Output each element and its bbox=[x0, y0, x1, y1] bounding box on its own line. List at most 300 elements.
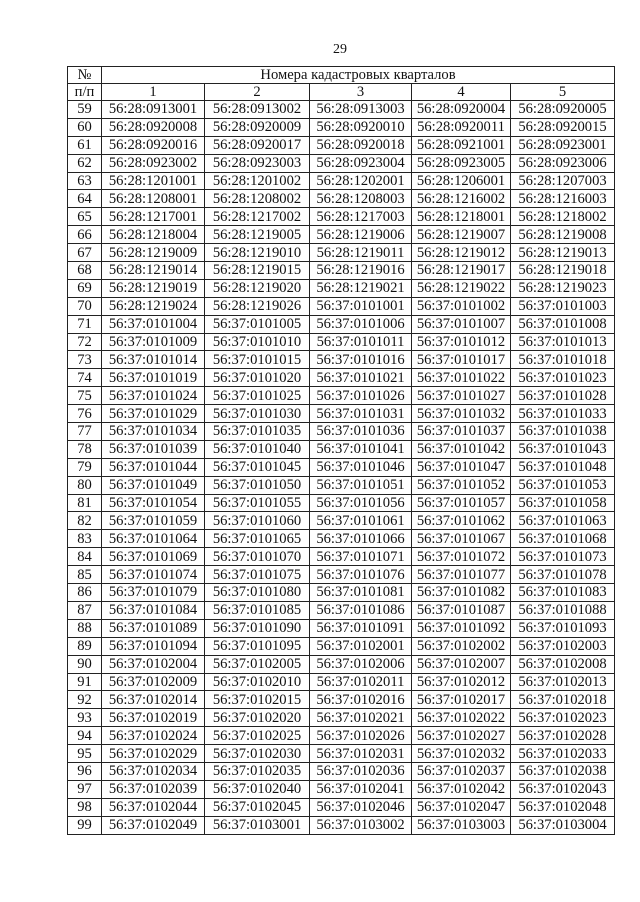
table-row bbox=[68, 816, 615, 834]
cadastral-quarters-table bbox=[67, 66, 615, 835]
cadastral-number-cell: 56:37:0101007 bbox=[412, 315, 511, 333]
cadastral-number-cell: 56:28:1219019 bbox=[102, 279, 205, 297]
cadastral-number-cell: 56:37:0101018 bbox=[511, 351, 615, 369]
table-row bbox=[68, 548, 615, 566]
cadastral-number-cell: 56:37:0102045 bbox=[205, 798, 310, 816]
cadastral-number-cell: 56:28:1219021 bbox=[310, 279, 412, 297]
cadastral-number-cell: 56:37:0101091 bbox=[310, 619, 412, 637]
cadastral-number-cell: 56:37:0102046 bbox=[310, 798, 412, 816]
cadastral-number-cell: 56:37:0101040 bbox=[205, 440, 310, 458]
table-row bbox=[68, 136, 615, 154]
cadastral-number-cell: 56:28:0923002 bbox=[102, 154, 205, 172]
table-row bbox=[68, 476, 615, 494]
cadastral-number-cell: 56:37:0101014 bbox=[102, 351, 205, 369]
cadastral-number-cell: 56:28:1219020 bbox=[205, 279, 310, 297]
table-row bbox=[68, 208, 615, 226]
table-row bbox=[68, 405, 615, 423]
cadastral-number-cell: 56:37:0101057 bbox=[412, 494, 511, 512]
cadastral-number-cell: 56:28:0913001 bbox=[102, 101, 205, 119]
table-row bbox=[68, 566, 615, 584]
cadastral-number-cell: 56:37:0101092 bbox=[412, 619, 511, 637]
cadastral-number-cell: 56:28:0923004 bbox=[310, 154, 412, 172]
cadastral-number-cell: 56:28:0923001 bbox=[511, 136, 615, 154]
cadastral-number-cell: 56:37:0102038 bbox=[511, 762, 615, 780]
cadastral-number-cell: 56:28:1219007 bbox=[412, 226, 511, 244]
cadastral-number-cell: 56:37:0101085 bbox=[205, 601, 310, 619]
cadastral-number-cell: 56:28:0920008 bbox=[102, 118, 205, 136]
column-header-5: 5 bbox=[511, 84, 615, 101]
cadastral-number-cell: 56:37:0102032 bbox=[412, 745, 511, 763]
cadastral-number-cell: 56:28:1217003 bbox=[310, 208, 412, 226]
cadastral-number-cell: 56:37:0101013 bbox=[511, 333, 615, 351]
cadastral-number-cell: 56:28:1218001 bbox=[412, 208, 511, 226]
cadastral-number-cell: 56:37:0101045 bbox=[205, 458, 310, 476]
row-number-cell: 99 bbox=[68, 816, 102, 834]
cadastral-number-cell: 56:28:1202001 bbox=[310, 172, 412, 190]
cadastral-number-cell: 56:37:0101015 bbox=[205, 351, 310, 369]
cadastral-number-cell: 56:37:0101051 bbox=[310, 476, 412, 494]
cadastral-number-cell: 56:37:0102007 bbox=[412, 655, 511, 673]
row-number-cell: 89 bbox=[68, 637, 102, 655]
cadastral-number-cell: 56:37:0102040 bbox=[205, 780, 310, 798]
cadastral-number-cell: 56:37:0101003 bbox=[511, 297, 615, 315]
cadastral-number-cell: 56:37:0102002 bbox=[412, 637, 511, 655]
table-row bbox=[68, 619, 615, 637]
cadastral-number-cell: 56:37:0102022 bbox=[412, 709, 511, 727]
row-number-cell: 73 bbox=[68, 351, 102, 369]
header-group-title: Номера кадастровых кварталов bbox=[102, 67, 615, 84]
cadastral-number-cell: 56:28:1219006 bbox=[310, 226, 412, 244]
cadastral-number-cell: 56:37:0102013 bbox=[511, 673, 615, 691]
cadastral-number-cell: 56:37:0102031 bbox=[310, 745, 412, 763]
row-number-cell: 84 bbox=[68, 548, 102, 566]
cadastral-number-cell: 56:28:1219005 bbox=[205, 226, 310, 244]
cadastral-number-cell: 56:28:1218004 bbox=[102, 226, 205, 244]
table-row bbox=[68, 745, 615, 763]
cadastral-number-cell: 56:37:0101026 bbox=[310, 387, 412, 405]
cadastral-number-cell: 56:28:1219023 bbox=[511, 279, 615, 297]
cadastral-number-cell: 56:37:0101065 bbox=[205, 530, 310, 548]
cadastral-number-cell: 56:37:0101076 bbox=[310, 566, 412, 584]
row-number-cell: 76 bbox=[68, 405, 102, 423]
table-row bbox=[68, 798, 615, 816]
cadastral-number-cell: 56:37:0102019 bbox=[102, 709, 205, 727]
cadastral-number-cell: 56:37:0101072 bbox=[412, 548, 511, 566]
cadastral-number-cell: 56:37:0101043 bbox=[511, 440, 615, 458]
cadastral-number-cell: 56:28:1219026 bbox=[205, 297, 310, 315]
row-number-cell: 74 bbox=[68, 369, 102, 387]
table-row bbox=[68, 101, 615, 119]
cadastral-number-cell: 56:37:0101004 bbox=[102, 315, 205, 333]
cadastral-number-cell: 56:37:0101080 bbox=[205, 584, 310, 602]
cadastral-number-cell: 56:28:0920004 bbox=[412, 101, 511, 119]
cadastral-number-cell: 56:28:0920016 bbox=[102, 136, 205, 154]
cadastral-number-cell: 56:37:0101010 bbox=[205, 333, 310, 351]
cadastral-number-cell: 56:37:0101050 bbox=[205, 476, 310, 494]
cadastral-number-cell: 56:37:0101086 bbox=[310, 601, 412, 619]
cadastral-number-cell: 56:28:1219012 bbox=[412, 244, 511, 262]
table-row bbox=[68, 762, 615, 780]
cadastral-number-cell: 56:37:0101023 bbox=[511, 369, 615, 387]
cadastral-number-cell: 56:37:0102026 bbox=[310, 727, 412, 745]
column-header-4: 4 bbox=[412, 84, 511, 101]
row-number-cell: 95 bbox=[68, 745, 102, 763]
cadastral-number-cell: 56:37:0101058 bbox=[511, 494, 615, 512]
table-row bbox=[68, 530, 615, 548]
cadastral-number-cell: 56:37:0102034 bbox=[102, 762, 205, 780]
cadastral-number-cell: 56:37:0101074 bbox=[102, 566, 205, 584]
cadastral-number-cell: 56:37:0101022 bbox=[412, 369, 511, 387]
cadastral-number-cell: 56:37:0101019 bbox=[102, 369, 205, 387]
cadastral-number-cell: 56:37:0102044 bbox=[102, 798, 205, 816]
cadastral-number-cell: 56:28:1219024 bbox=[102, 297, 205, 315]
column-header-3: 3 bbox=[310, 84, 412, 101]
cadastral-number-cell: 56:28:0921001 bbox=[412, 136, 511, 154]
table-row bbox=[68, 315, 615, 333]
cadastral-number-cell: 56:37:0101067 bbox=[412, 530, 511, 548]
row-number-cell: 82 bbox=[68, 512, 102, 530]
cadastral-number-cell: 56:28:1219014 bbox=[102, 262, 205, 280]
cadastral-number-cell: 56:37:0101038 bbox=[511, 423, 615, 441]
cadastral-number-cell: 56:28:1218002 bbox=[511, 208, 615, 226]
table-row bbox=[68, 780, 615, 798]
cadastral-number-cell: 56:37:0101001 bbox=[310, 297, 412, 315]
cadastral-number-cell: 56:37:0101049 bbox=[102, 476, 205, 494]
cadastral-number-cell: 56:37:0101046 bbox=[310, 458, 412, 476]
cadastral-number-cell: 56:37:0101044 bbox=[102, 458, 205, 476]
row-number-cell: 61 bbox=[68, 136, 102, 154]
cadastral-number-cell: 56:37:0101028 bbox=[511, 387, 615, 405]
table-row bbox=[68, 512, 615, 530]
page-number: 29 bbox=[333, 42, 347, 57]
cadastral-number-cell: 56:37:0103004 bbox=[511, 816, 615, 834]
table-body bbox=[68, 101, 615, 835]
cadastral-number-cell: 56:37:0102027 bbox=[412, 727, 511, 745]
row-number-cell: 83 bbox=[68, 530, 102, 548]
row-number-cell: 63 bbox=[68, 172, 102, 190]
table-row bbox=[68, 423, 615, 441]
cadastral-number-cell: 56:37:0101053 bbox=[511, 476, 615, 494]
table-row bbox=[68, 458, 615, 476]
table-row bbox=[68, 369, 615, 387]
cadastral-number-cell: 56:28:1201002 bbox=[205, 172, 310, 190]
cadastral-number-cell: 56:37:0102021 bbox=[310, 709, 412, 727]
table-row bbox=[68, 118, 615, 136]
cadastral-number-cell: 56:28:1207003 bbox=[511, 172, 615, 190]
cadastral-number-cell: 56:37:0101031 bbox=[310, 405, 412, 423]
table-row bbox=[68, 655, 615, 673]
cadastral-number-cell: 56:37:0103003 bbox=[412, 816, 511, 834]
cadastral-number-cell: 56:37:0101068 bbox=[511, 530, 615, 548]
row-number-cell: 85 bbox=[68, 566, 102, 584]
cadastral-number-cell: 56:28:1219017 bbox=[412, 262, 511, 280]
table-row bbox=[68, 297, 615, 315]
row-number-cell: 91 bbox=[68, 673, 102, 691]
cadastral-number-cell: 56:37:0101034 bbox=[102, 423, 205, 441]
row-number-cell: 77 bbox=[68, 423, 102, 441]
row-number-cell: 60 bbox=[68, 118, 102, 136]
cadastral-number-cell: 56:28:1219011 bbox=[310, 244, 412, 262]
table-row bbox=[68, 494, 615, 512]
cadastral-number-cell: 56:37:0101079 bbox=[102, 584, 205, 602]
column-header-1: 1 bbox=[102, 84, 205, 101]
table-row bbox=[68, 279, 615, 297]
column-header-2: 2 bbox=[205, 84, 310, 101]
cadastral-number-cell: 56:37:0101039 bbox=[102, 440, 205, 458]
cadastral-number-cell: 56:37:0102009 bbox=[102, 673, 205, 691]
table-row bbox=[68, 691, 615, 709]
cadastral-number-cell: 56:37:0101041 bbox=[310, 440, 412, 458]
cadastral-number-cell: 56:28:0920011 bbox=[412, 118, 511, 136]
cadastral-number-cell: 56:28:1206001 bbox=[412, 172, 511, 190]
row-number-cell: 69 bbox=[68, 279, 102, 297]
cadastral-number-cell: 56:28:0920009 bbox=[205, 118, 310, 136]
table-row bbox=[68, 244, 615, 262]
cadastral-number-cell: 56:37:0101090 bbox=[205, 619, 310, 637]
cadastral-number-cell: 56:28:1219018 bbox=[511, 262, 615, 280]
cadastral-number-cell: 56:37:0101005 bbox=[205, 315, 310, 333]
cadastral-number-cell: 56:37:0102012 bbox=[412, 673, 511, 691]
cadastral-number-cell: 56:37:0102018 bbox=[511, 691, 615, 709]
cadastral-number-cell: 56:28:1216003 bbox=[511, 190, 615, 208]
cadastral-number-cell: 56:37:0101064 bbox=[102, 530, 205, 548]
cadastral-number-cell: 56:37:0101082 bbox=[412, 584, 511, 602]
cadastral-number-cell: 56:37:0101047 bbox=[412, 458, 511, 476]
table-row bbox=[68, 440, 615, 458]
cadastral-number-cell: 56:28:1219015 bbox=[205, 262, 310, 280]
table-row bbox=[68, 727, 615, 745]
cadastral-number-cell: 56:37:0101021 bbox=[310, 369, 412, 387]
cadastral-number-cell: 56:37:0102025 bbox=[205, 727, 310, 745]
cadastral-number-cell: 56:37:0102029 bbox=[102, 745, 205, 763]
cadastral-number-cell: 56:37:0101036 bbox=[310, 423, 412, 441]
row-number-cell: 65 bbox=[68, 208, 102, 226]
row-number-cell: 68 bbox=[68, 262, 102, 280]
cadastral-number-cell: 56:37:0102030 bbox=[205, 745, 310, 763]
cadastral-number-cell: 56:28:1217002 bbox=[205, 208, 310, 226]
table-row bbox=[68, 226, 615, 244]
cadastral-number-cell: 56:37:0101093 bbox=[511, 619, 615, 637]
row-number-cell: 81 bbox=[68, 494, 102, 512]
table-row bbox=[68, 601, 615, 619]
cadastral-number-cell: 56:28:0920018 bbox=[310, 136, 412, 154]
cadastral-number-cell: 56:37:0101017 bbox=[412, 351, 511, 369]
table-row bbox=[68, 172, 615, 190]
row-number-cell: 62 bbox=[68, 154, 102, 172]
cadastral-number-cell: 56:37:0101033 bbox=[511, 405, 615, 423]
cadastral-number-cell: 56:28:1216002 bbox=[412, 190, 511, 208]
cadastral-number-cell: 56:28:1208002 bbox=[205, 190, 310, 208]
cadastral-number-cell: 56:28:1219008 bbox=[511, 226, 615, 244]
row-number-cell: 79 bbox=[68, 458, 102, 476]
header-pp-label: п/п bbox=[68, 84, 102, 101]
cadastral-number-cell: 56:37:0102008 bbox=[511, 655, 615, 673]
table-row bbox=[68, 154, 615, 172]
row-number-cell: 97 bbox=[68, 780, 102, 798]
cadastral-number-cell: 56:28:1208003 bbox=[310, 190, 412, 208]
cadastral-number-cell: 56:37:0103002 bbox=[310, 816, 412, 834]
cadastral-number-cell: 56:37:0102001 bbox=[310, 637, 412, 655]
cadastral-number-cell: 56:37:0101032 bbox=[412, 405, 511, 423]
cadastral-number-cell: 56:37:0102005 bbox=[205, 655, 310, 673]
cadastral-number-cell: 56:37:0102047 bbox=[412, 798, 511, 816]
cadastral-number-cell: 56:37:0101062 bbox=[412, 512, 511, 530]
cadastral-number-cell: 56:37:0101055 bbox=[205, 494, 310, 512]
row-number-cell: 72 bbox=[68, 333, 102, 351]
header-row bbox=[68, 67, 615, 84]
table-row bbox=[68, 190, 615, 208]
cadastral-number-cell: 56:37:0101012 bbox=[412, 333, 511, 351]
cadastral-number-cell: 56:37:0101059 bbox=[102, 512, 205, 530]
cadastral-number-cell: 56:37:0101011 bbox=[310, 333, 412, 351]
cadastral-number-cell: 56:37:0102035 bbox=[205, 762, 310, 780]
cadastral-number-cell: 56:37:0101094 bbox=[102, 637, 205, 655]
cadastral-number-cell: 56:37:0101002 bbox=[412, 297, 511, 315]
cadastral-number-cell: 56:28:1219022 bbox=[412, 279, 511, 297]
cadastral-number-cell: 56:37:0102036 bbox=[310, 762, 412, 780]
cadastral-number-cell: 56:28:1219013 bbox=[511, 244, 615, 262]
cadastral-number-cell: 56:37:0102023 bbox=[511, 709, 615, 727]
cadastral-number-cell: 56:37:0102015 bbox=[205, 691, 310, 709]
cadastral-number-cell: 56:28:0913002 bbox=[205, 101, 310, 119]
cadastral-number-cell: 56:37:0102003 bbox=[511, 637, 615, 655]
cadastral-number-cell: 56:37:0101089 bbox=[102, 619, 205, 637]
cadastral-number-cell: 56:37:0101084 bbox=[102, 601, 205, 619]
cadastral-number-cell: 56:37:0101070 bbox=[205, 548, 310, 566]
row-number-cell: 92 bbox=[68, 691, 102, 709]
cadastral-number-cell: 56:28:0920005 bbox=[511, 101, 615, 119]
cadastral-number-cell: 56:37:0101024 bbox=[102, 387, 205, 405]
table-row bbox=[68, 673, 615, 691]
header-subrow bbox=[68, 84, 615, 101]
cadastral-number-cell: 56:37:0101008 bbox=[511, 315, 615, 333]
cadastral-number-cell: 56:37:0101061 bbox=[310, 512, 412, 530]
cadastral-number-cell: 56:37:0101035 bbox=[205, 423, 310, 441]
table-row bbox=[68, 351, 615, 369]
cadastral-number-cell: 56:37:0102049 bbox=[102, 816, 205, 834]
cadastral-number-cell: 56:28:0923005 bbox=[412, 154, 511, 172]
row-number-cell: 93 bbox=[68, 709, 102, 727]
cadastral-number-cell: 56:37:0102010 bbox=[205, 673, 310, 691]
table-row bbox=[68, 387, 615, 405]
cadastral-number-cell: 56:37:0101006 bbox=[310, 315, 412, 333]
cadastral-number-cell: 56:37:0101054 bbox=[102, 494, 205, 512]
cadastral-number-cell: 56:28:0920010 bbox=[310, 118, 412, 136]
cadastral-number-cell: 56:28:0923003 bbox=[205, 154, 310, 172]
cadastral-number-cell: 56:37:0101029 bbox=[102, 405, 205, 423]
row-number-cell: 88 bbox=[68, 619, 102, 637]
row-number-cell: 71 bbox=[68, 315, 102, 333]
cadastral-number-cell: 56:28:1219009 bbox=[102, 244, 205, 262]
row-number-cell: 98 bbox=[68, 798, 102, 816]
row-number-cell: 80 bbox=[68, 476, 102, 494]
cadastral-number-cell: 56:37:0101078 bbox=[511, 566, 615, 584]
cadastral-number-cell: 56:37:0101075 bbox=[205, 566, 310, 584]
cadastral-number-cell: 56:37:0101037 bbox=[412, 423, 511, 441]
cadastral-number-cell: 56:37:0101042 bbox=[412, 440, 511, 458]
cadastral-number-cell: 56:37:0101073 bbox=[511, 548, 615, 566]
cadastral-number-cell: 56:37:0101087 bbox=[412, 601, 511, 619]
cadastral-number-cell: 56:37:0102043 bbox=[511, 780, 615, 798]
cadastral-number-cell: 56:37:0101069 bbox=[102, 548, 205, 566]
cadastral-number-cell: 56:28:1208001 bbox=[102, 190, 205, 208]
cadastral-number-cell: 56:37:0102020 bbox=[205, 709, 310, 727]
cadastral-number-cell: 56:37:0102014 bbox=[102, 691, 205, 709]
cadastral-number-cell: 56:37:0102033 bbox=[511, 745, 615, 763]
table-row bbox=[68, 333, 615, 351]
row-number-cell: 94 bbox=[68, 727, 102, 745]
cadastral-number-cell: 56:37:0101071 bbox=[310, 548, 412, 566]
cadastral-number-cell: 56:28:1219016 bbox=[310, 262, 412, 280]
cadastral-number-cell: 56:37:0101066 bbox=[310, 530, 412, 548]
row-number-cell: 70 bbox=[68, 297, 102, 315]
row-number-cell: 90 bbox=[68, 655, 102, 673]
cadastral-number-cell: 56:28:1219010 bbox=[205, 244, 310, 262]
row-number-cell: 59 bbox=[68, 101, 102, 119]
cadastral-number-cell: 56:37:0101088 bbox=[511, 601, 615, 619]
cadastral-number-cell: 56:37:0102017 bbox=[412, 691, 511, 709]
row-number-cell: 66 bbox=[68, 226, 102, 244]
cadastral-number-cell: 56:37:0101063 bbox=[511, 512, 615, 530]
table-row bbox=[68, 584, 615, 602]
cadastral-number-cell: 56:37:0102028 bbox=[511, 727, 615, 745]
cadastral-number-cell: 56:37:0101081 bbox=[310, 584, 412, 602]
cadastral-number-cell: 56:37:0101060 bbox=[205, 512, 310, 530]
cadastral-number-cell: 56:37:0102016 bbox=[310, 691, 412, 709]
cadastral-number-cell: 56:28:0920015 bbox=[511, 118, 615, 136]
cadastral-number-cell: 56:37:0101083 bbox=[511, 584, 615, 602]
header-number-label: № bbox=[68, 67, 102, 84]
cadastral-number-cell: 56:28:1217001 bbox=[102, 208, 205, 226]
cadastral-number-cell: 56:37:0103001 bbox=[205, 816, 310, 834]
cadastral-number-cell: 56:28:0920017 bbox=[205, 136, 310, 154]
cadastral-number-cell: 56:37:0102039 bbox=[102, 780, 205, 798]
row-number-cell: 75 bbox=[68, 387, 102, 405]
cadastral-number-cell: 56:37:0101025 bbox=[205, 387, 310, 405]
cadastral-number-cell: 56:37:0101077 bbox=[412, 566, 511, 584]
cadastral-number-cell: 56:28:0923006 bbox=[511, 154, 615, 172]
cadastral-number-cell: 56:37:0101056 bbox=[310, 494, 412, 512]
cadastral-number-cell: 56:28:1201001 bbox=[102, 172, 205, 190]
row-number-cell: 87 bbox=[68, 601, 102, 619]
cadastral-number-cell: 56:37:0102024 bbox=[102, 727, 205, 745]
cadastral-number-cell: 56:37:0101052 bbox=[412, 476, 511, 494]
row-number-cell: 64 bbox=[68, 190, 102, 208]
cadastral-number-cell: 56:37:0102041 bbox=[310, 780, 412, 798]
cadastral-number-cell: 56:37:0102006 bbox=[310, 655, 412, 673]
table-row bbox=[68, 262, 615, 280]
cadastral-number-cell: 56:37:0101095 bbox=[205, 637, 310, 655]
cadastral-number-cell: 56:37:0101030 bbox=[205, 405, 310, 423]
row-number-cell: 78 bbox=[68, 440, 102, 458]
cadastral-number-cell: 56:37:0102048 bbox=[511, 798, 615, 816]
cadastral-number-cell: 56:37:0102004 bbox=[102, 655, 205, 673]
row-number-cell: 96 bbox=[68, 762, 102, 780]
row-number-cell: 86 bbox=[68, 584, 102, 602]
cadastral-number-cell: 56:37:0101009 bbox=[102, 333, 205, 351]
table-row bbox=[68, 637, 615, 655]
cadastral-number-cell: 56:28:0913003 bbox=[310, 101, 412, 119]
cadastral-number-cell: 56:37:0102037 bbox=[412, 762, 511, 780]
cadastral-number-cell: 56:37:0101027 bbox=[412, 387, 511, 405]
table-row bbox=[68, 709, 615, 727]
cadastral-number-cell: 56:37:0101048 bbox=[511, 458, 615, 476]
row-number-cell: 67 bbox=[68, 244, 102, 262]
cadastral-number-cell: 56:37:0102011 bbox=[310, 673, 412, 691]
cadastral-number-cell: 56:37:0102042 bbox=[412, 780, 511, 798]
cadastral-number-cell: 56:37:0101016 bbox=[310, 351, 412, 369]
cadastral-number-cell: 56:37:0101020 bbox=[205, 369, 310, 387]
